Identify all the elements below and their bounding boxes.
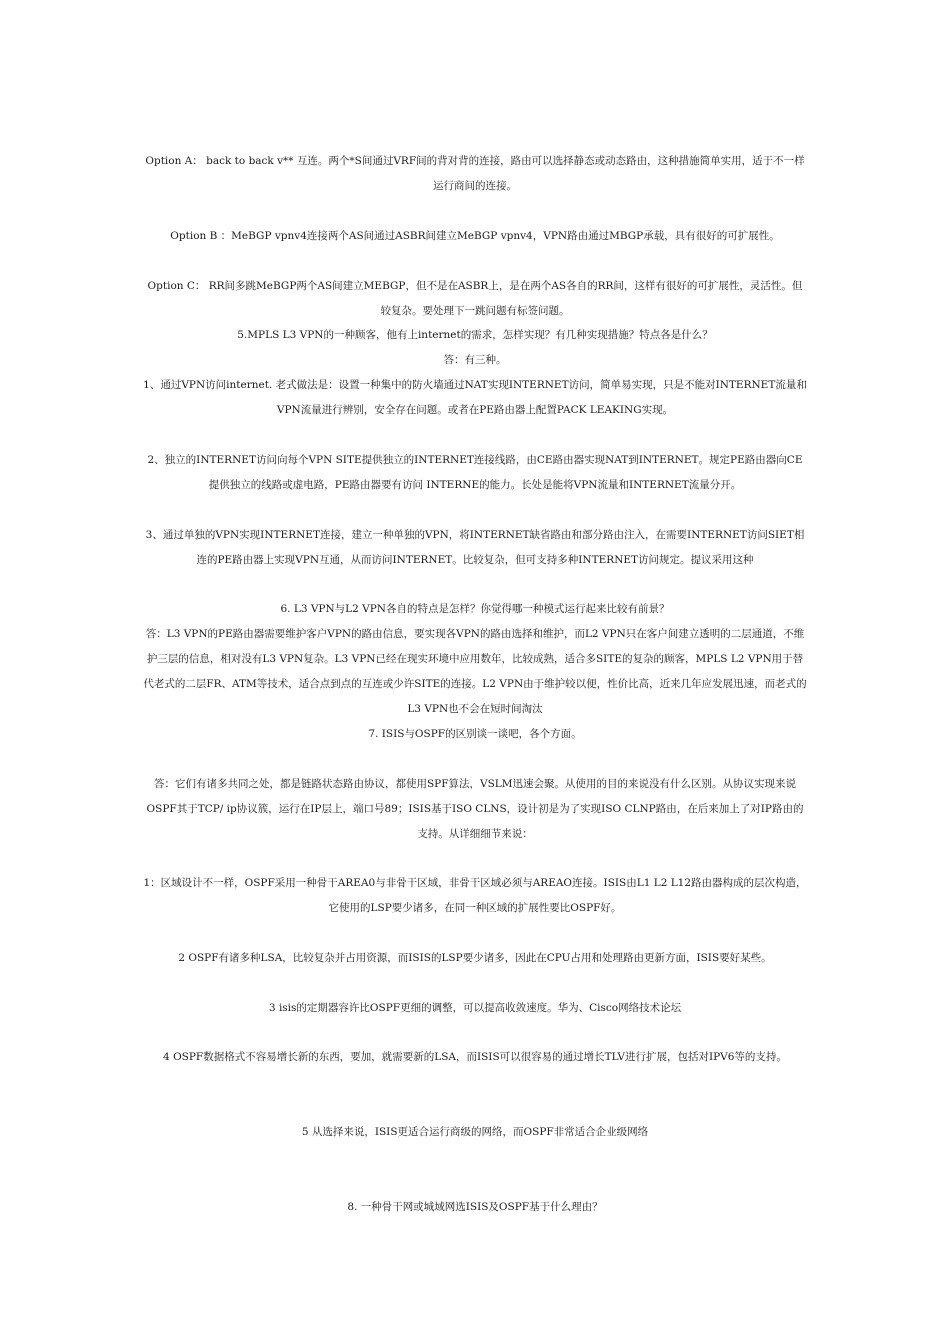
question-5: 5.MPLS L3 VPN的一种顾客，他有上internet的需求，怎样实现？有几种实现措施？特点各是什么？ (237, 329, 713, 341)
answer-5-item-2: 2、独立的INTERNET访问向每个VPN SITE提供独立的INTERNET连接线路，由CE路由器实现NAT到INTERNET。规定PE路由器向CE提供独立的线路或虚电路，PE路由器要有访问 INTERNE的能力。长处是能将VPN流量和INTERNET流量分开。 (147, 454, 803, 491)
answer-5-item-3: 3、通过单独的VPN实现INTERNET连接，建立一种单独的VPN，将INTERNET缺省路由和部分路由注入，在需要INTERNET访问SIET相连的PE路由器上实现VPN互通，从而访问INTERNET。比较复杂，但可支持多种INTERNET访问规定。提议采用这种 (145, 529, 805, 566)
paragraph-option-b: Option B ：MeBGP vpnv4连接两个AS间通过ASBR间建立MeBGP vpnv4，VPN路由通过MBGP承载，具有很好的可扩展性。 (170, 230, 780, 242)
question-7: 7. ISIS与OSPF的区别谈一谈吧，各个方面。 (368, 728, 582, 740)
answer-7-item-2: 2 OSPF有诸多种LSA，比较复杂并占用资源，而ISIS的LSP要少诸多，因此在CPU占用和处理路由更新方面，ISIS要好某些。 (178, 952, 772, 964)
answer-7-item-5: 5 从选择来说，ISIS更适合运行商级的网络，而OSPF非常适合企业级网络 (301, 1126, 649, 1138)
answer-7-intro: 答：它们有诸多共同之处，都是链路状态路由协议，都使用SPF算法，VSLM迅速会聚。从使用的目的来说没有什么区别。从协议实现来说OSPF其于TCP/ ip协议簇，运行在IP层上，端口号89；ISIS基于ISO CLNS，设计初是为了实现ISO CLNP路由，在后来加上了对IP路由的支持。从详细细节来说： (146, 778, 804, 840)
paragraph-option-a: Option A： back to back v** 互连。两个*S间通过VRF间的背对背的连接，路由可以选择静态或动态路由，这种措施简单实用，适于不一样运行商间的连接。 (145, 155, 805, 192)
answer-7-item-4: 4 OSPF数据格式不容易增长新的东西，要加，就需要新的LSA，而ISIS可以很容易的通过增长TLV进行扩展，包括对IPV6等的支持。 (163, 1051, 787, 1063)
answer-7-item-1: 1：区域设计不一样，OSPF采用一种骨干AREA0与非骨干区域，非骨干区域必须与AREAO连接。ISIS由L1 L2 L12路由器构成的层次构造，它使用的LSP要少诸多，在同一种区域的扩展性要比OSPF好。 (143, 877, 807, 914)
paragraph-option-c: Option C： RR间多跳MeBGP两个AS间建立MEBGP，但不是在ASBR上，是在两个AS各自的RR间，这样有很好的可扩展性，灵活性。但较复杂。要处理下一跳问题有标签问题。 (147, 280, 803, 317)
answer-5-intro: 答：有三种。 (443, 354, 507, 366)
question-8: 8. 一种骨干网或城域网选ISIS及OSPF基于什么理由？ (347, 1201, 603, 1213)
document-page (143, 0, 807, 1344)
answer-7-item-3: 3 isis的定期器容许比OSPF更细的调整，可以提高收敛速度。华为、Cisco网络技术论坛 (268, 1002, 682, 1014)
question-6: 6. L3 VPN与L2 VPN各自的特点是怎样？你觉得哪一种模式运行起来比较有前景？ (280, 603, 670, 615)
answer-5-item-1: 1、通过VPN访问internet. 老式做法是：设置一种集中的防火墙通过NAT实现INTERNET访问，简单易实现，只是不能对INTERNET流量和VPN流量进行辨别，安全存在问题。或者在PE路由器上配置PACK LEAKING实现。 (143, 379, 807, 416)
answer-6: 答：L3 VPN的PE路由器需要维护客户VPN的路由信息，要实现各VPN的路由选择和维护，而L2 VPN只在客户间建立透明的二层通道，不维护三层的信息，相对没有L3 VPN复杂。L3 VPN已经在现实环境中应用数年，比较成熟，适合多SITE的复杂的顾客，MPLS L2 VPN用于替代老式的二层FR、ATM等技术，适合点到点的互连或少许SITE的连接。L2 VPN由于维护较以便，性价比高，近来几年应发展迅速，而老式的L3 VPN也不会在短时间淘汰 (143, 628, 807, 715)
